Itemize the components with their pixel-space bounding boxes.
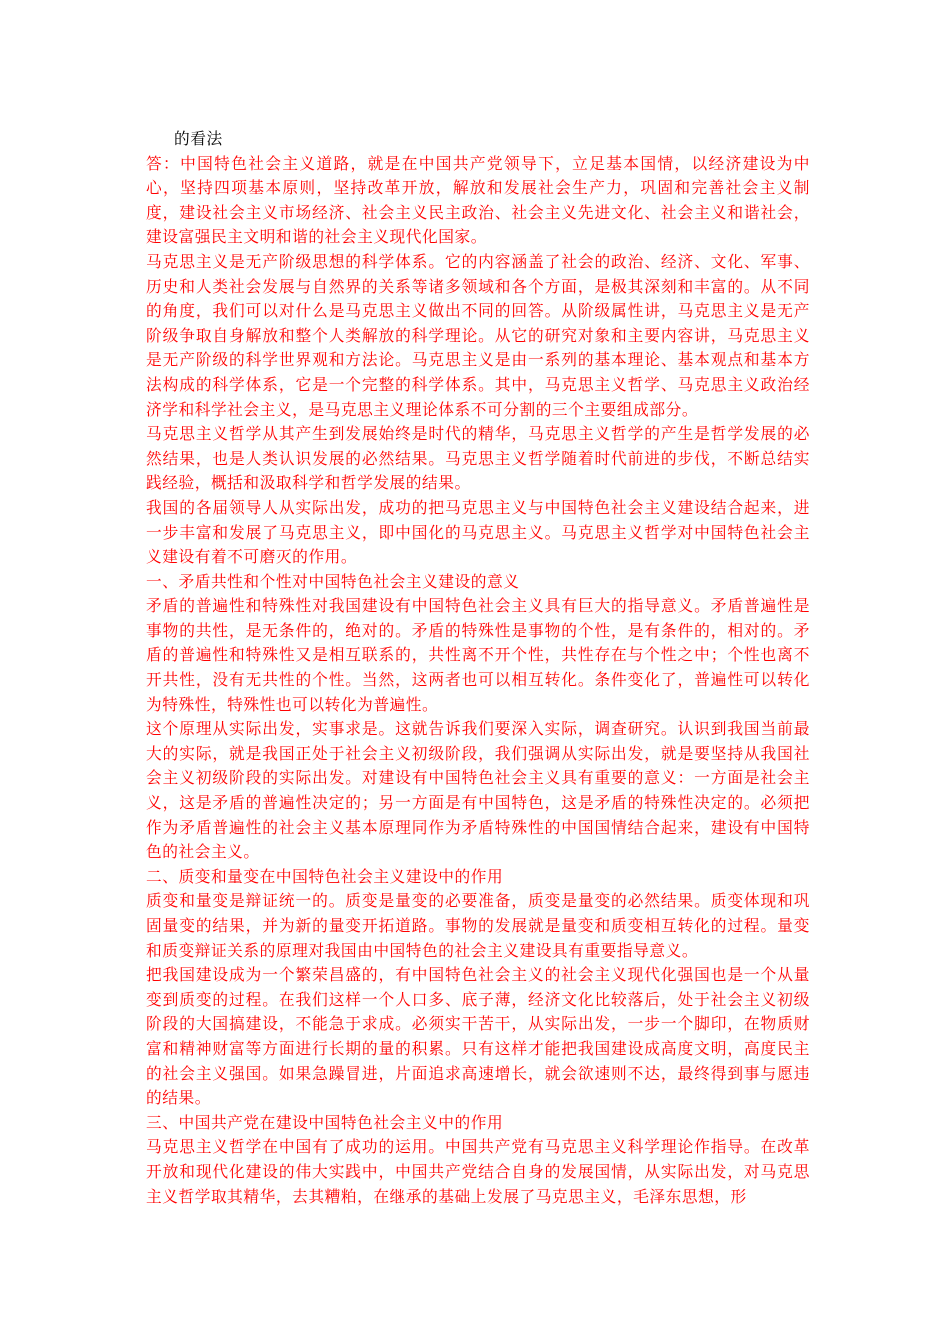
body-paragraph: 把我国建设成为一个繁荣昌盛的，有中国特色社会主义的社会主义现代化强国也是一个从量变到质变的过程。在我们这样一个人口多、底子薄，经济文化比较落后，处于社会主义初级阶段的大国搞建设，不能急于求成。必须实干苦干，从实际出发，一步一个脚印，在物质财富和精神财富等方面进行长期的量的积累。只有这样才能把我国建设成高度文明，高度民主的社会主义强国。如果急躁冒进，片面追求高速增长，就会欲速则不达，最终得到事与愿违的结果。 [146,965,810,1108]
document-body [146,127,810,1209]
section-heading-1: 一、矛盾共性和个性对中国特色社会主义建设的意义 [146,571,520,591]
section-heading-3: 三、中国共产党在建设中国特色社会主义中的作用 [146,1112,504,1132]
body-paragraph: 马克思主义是无产阶级思想的科学体系。它的内容涵盖了社会的政治、经济、文化、军事、历史和人类社会发展与自然界的关系等诸多领域和各个方面，是极其深刻和丰富的。从不同的角度，我们可以对什么是马克思主义做出不同的回答。从阶级属性讲，马克思主义是无产阶级争取自身解放和整个人类解放的科学理论。从它的研究对象和主要内容讲，马克思主义是无产阶级的科学世界观和方法论。马克思主义是由一系列的基本理论、基本观点和基本方法构成的科学体系，它是一个完整的科学体系。其中，马克思主义哲学、马克思主义政治经济学和科学社会主义，是马克思主义理论体系不可分割的三个主要组成部分。 [146,251,810,419]
section-heading-2: 二、质变和量变在中国特色社会主义建设中的作用 [146,866,504,886]
body-paragraph: 我国的各届领导人从实际出发，成功的把马克思主义与中国特色社会主义建设结合起来，进一步丰富和发展了马克思主义，即中国化的马克思主义。马克思主义哲学对中国特色社会主义建设有着不可磨灭的作用。 [146,497,810,567]
body-paragraph: 马克思主义哲学在中国有了成功的运用。中国共产党有马克思主义科学理论作指导。在改革开放和现代化建设的伟大实践中，中国共产党结合自身的发展国情，从实际出发，对马克思主义哲学取其精华，去其糟粕，在继承的基础上发展了马克思主义，毛泽东思想，形 [146,1137,810,1206]
question-tail: 的看法 [174,129,223,148]
body-paragraph: 质变和量变是辩证统一的。质变是量变的必要准备，质变是量变的必然结果。质变体现和巩固量变的结果，并为新的量变开拓道路。事物的发展就是量变和质变相互转化的过程。量变和质变辩证关系的原理对我国由中国特色的社会主义建设具有重要指导意义。 [146,891,810,960]
body-paragraph: 马克思主义哲学从其产生到发展始终是时代的精华，马克思主义哲学的产生是哲学发展的必然结果，也是人类认识发展的必然结果。马克思主义哲学随着时代前进的步伐，不断总结实践经验，概括和汲取科学和哲学发展的结果。 [146,424,810,493]
body-paragraph: 这个原理从实际出发，实事求是。这就告诉我们要深入实际，调查研究。认识到我国当前最大的实际，就是我国正处于社会主义初级阶段，我们强调从实际出发，就是要坚持从我国社会主义初级阶段的实际出发。对建设有中国特色社会主义具有重要的意义：一方面是社会主义，这是矛盾的普遍性决定的；另一方面是有中国特色，这是矛盾的特殊性决定的。必须把作为矛盾普遍性的社会主义基本原理同作为矛盾特殊性的中国国情结合起来，建设有中国特色的社会主义。 [146,719,810,862]
body-paragraph: 矛盾的普遍性和特殊性对我国建设有中国特色社会主义具有巨大的指导意义。矛盾普遍性是事物的共性，是无条件的，绝对的。矛盾的特殊性是事物的个性，是有条件的，相对的。矛盾的普遍性和特殊性又是相互联系的，共性离不开个性，共性存在与个性之中；个性也离不开共性，没有无共性的个性。当然，这两者也可以相互转化。条件变化了，普遍性可以转化为特殊性，特殊性也可以转化为普遍性。 [146,596,810,714]
answer-paragraph: 答：中国特色社会主义道路，就是在中国共产党领导下，立足基本国情，以经济建设为中心，坚持四项基本原则，坚持改革开放，解放和发展社会生产力，巩固和完善社会主义制度，建设社会主义市场经济、社会主义民主政治、社会主义先进文化、社会主义和谐社会，建设富强民主文明和谐的社会主义现代化国家。 [146,153,810,247]
